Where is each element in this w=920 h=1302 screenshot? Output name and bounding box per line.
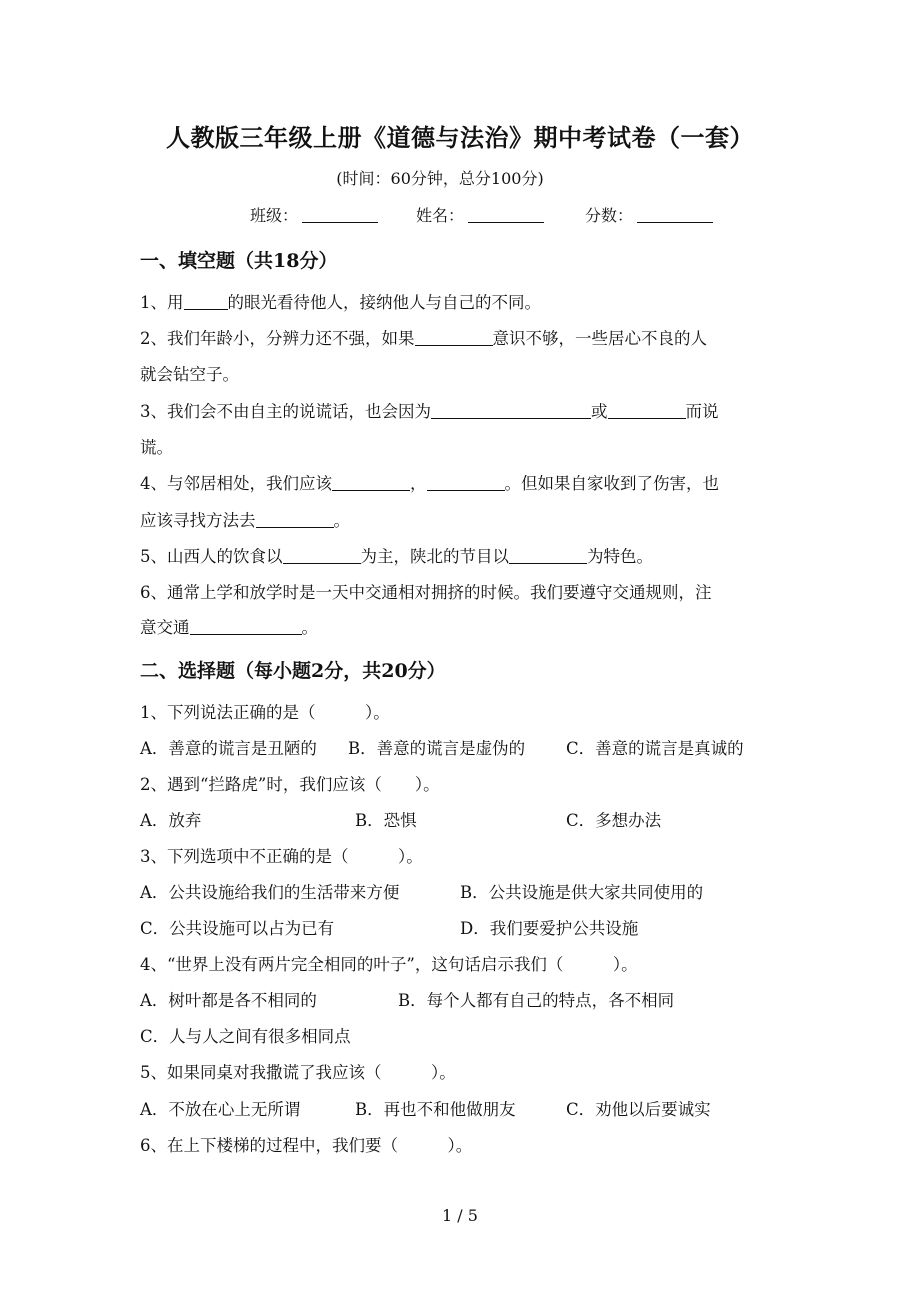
answer-blank	[184, 294, 228, 310]
option-c: C．公共设施可以占为已有	[140, 919, 335, 938]
q5-text-c: 为特色。	[587, 547, 653, 566]
exam-time-note: (时间：60分钟，总分100分)	[336, 169, 544, 188]
q3-text-b: 或	[591, 402, 608, 421]
q4-text-a: 4、与邻居相处，我们应该	[140, 474, 332, 493]
fill-question-3-cont: 谎。	[140, 438, 173, 457]
name-field	[416, 203, 544, 226]
fill-question-4-cont	[140, 507, 350, 531]
option-c: C．劝他以后要诚实	[566, 1100, 711, 1119]
score-blank	[637, 206, 713, 223]
q5-text-b: 为主，陕北的节目以	[360, 547, 509, 566]
q4-text-b: ，	[410, 474, 427, 493]
answer-blank	[431, 403, 591, 419]
page-number: 1 / 5	[442, 1206, 478, 1225]
answer-blank	[256, 512, 334, 528]
fill-question-6-cont	[140, 614, 318, 638]
option-c: C．多想办法	[566, 811, 662, 830]
choice-question-2: 2、遇到“拦路虎”时，我们应该（ ）。	[140, 775, 440, 794]
name-blank	[468, 206, 544, 223]
q6-text-c: 。	[301, 618, 318, 637]
fill-question-3	[140, 398, 719, 422]
class-blank	[302, 206, 378, 223]
option-a: A．不放在心上无所谓	[140, 1100, 301, 1119]
q2-text-b: 意识不够，一些居心不良的人	[492, 329, 707, 348]
answer-blank	[415, 330, 493, 346]
option-b: B．再也不和他做朋友	[355, 1100, 516, 1119]
fill-question-6: 6、通常上学和放学时是一天中交通相对拥挤的时候。我们要遵守交通规则，注	[140, 583, 712, 602]
answer-blank	[332, 475, 410, 491]
q4-text-c: 。但如果自家收到了伤害，也	[504, 474, 719, 493]
choice-question-4: 4、“世界上没有两片完全相同的叶子”，这句话启示我们（ ）。	[140, 955, 638, 974]
q6-text-b: 意交通	[140, 618, 190, 637]
score-field	[585, 203, 713, 226]
page-title: 人教版三年级上册《道德与法治》期中考试卷（一套）	[166, 123, 754, 152]
q1-text-a: 1、用	[140, 293, 184, 312]
option-b: B．每个人都有自己的特点，各不相同	[398, 991, 675, 1010]
answer-blank	[608, 403, 686, 419]
option-a: A．公共设施给我们的生活带来方便	[140, 883, 400, 902]
class-label: 班级：	[250, 206, 299, 225]
score-label: 分数：	[585, 206, 634, 225]
answer-blank	[509, 548, 587, 564]
fill-question-5	[140, 543, 653, 567]
q3-text-a: 3、我们会不由自主的说谎话，也会因为	[140, 402, 431, 421]
fill-question-2-cont: 就会钻空子。	[140, 365, 239, 384]
q1-text-b: 的眼光看待他人，接纳他人与自己的不同。	[227, 293, 541, 312]
q4-text-e: 。	[333, 511, 350, 530]
section-choice-heading: 二、选择题（每小题2分，共20分）	[140, 660, 446, 682]
option-b: B．公共设施是供大家共同使用的	[460, 883, 704, 902]
option-a: A．树叶都是各不相同的	[140, 991, 317, 1010]
choice-question-5: 5、如果同桌对我撒谎了我应该（ ）。	[140, 1063, 456, 1082]
answer-blank	[283, 548, 361, 564]
section-fill-blank-heading: 一、填空题（共18分）	[140, 250, 338, 272]
option-a: A．善意的谎言是丑陋的	[140, 739, 317, 758]
fill-question-4	[140, 470, 719, 494]
choice-question-1: 1、下列说法正确的是（ ）。	[140, 703, 390, 722]
fill-question-2	[140, 325, 707, 349]
option-a: A．放弃	[140, 811, 202, 830]
q3-text-c: 而说	[685, 402, 719, 421]
option-c: C．人与人之间有很多相同点	[140, 1027, 351, 1046]
choice-question-3: 3、下列选项中不正确的是（ ）。	[140, 847, 423, 866]
name-label: 姓名：	[416, 206, 465, 225]
choice-question-6: 6、在上下楼梯的过程中，我们要（ ）。	[140, 1136, 473, 1155]
q2-text-a: 2、我们年龄小，分辨力还不强，如果	[140, 329, 415, 348]
q4-text-d: 应该寻找方法去	[140, 511, 256, 530]
class-field	[250, 203, 378, 226]
q5-text-a: 5、山西人的饮食以	[140, 547, 283, 566]
option-d: D．我们要爱护公共设施	[460, 919, 639, 938]
fill-question-1	[140, 289, 541, 313]
answer-blank	[190, 619, 302, 635]
answer-blank	[427, 475, 505, 491]
option-b: B．恐惧	[355, 811, 417, 830]
option-c: C．善意的谎言是真诚的	[566, 739, 744, 758]
option-b: B．善意的谎言是虚伪的	[348, 739, 526, 758]
